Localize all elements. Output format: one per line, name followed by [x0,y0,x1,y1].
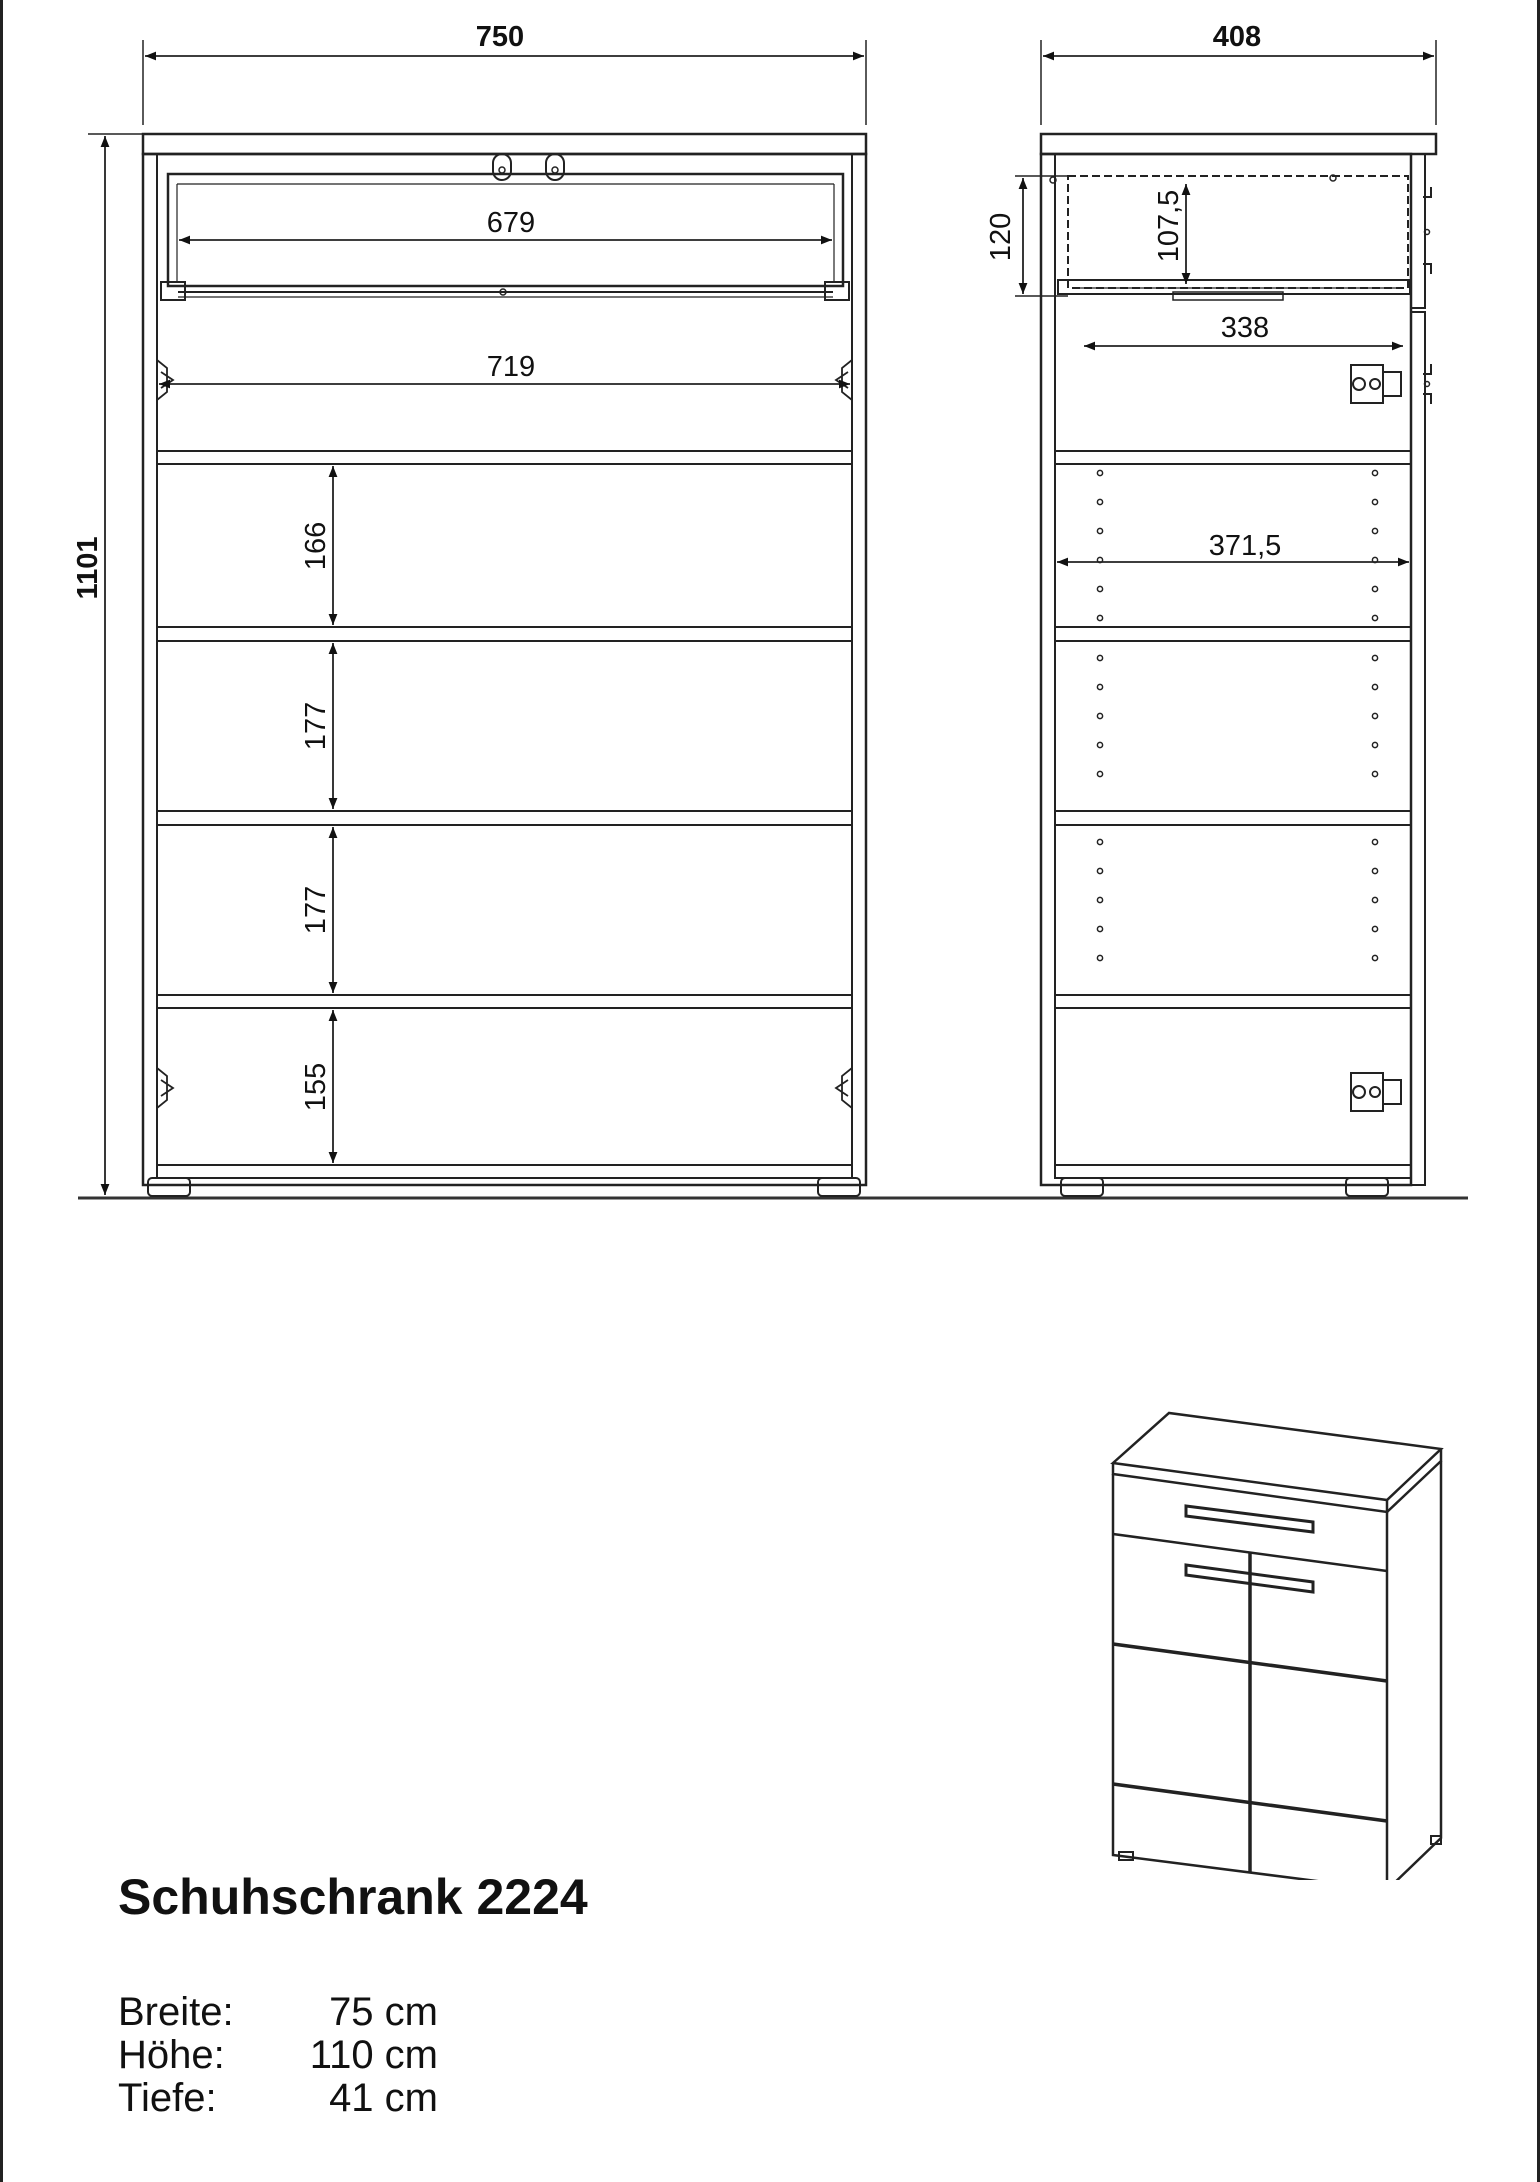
shelf-pin-hole [1097,897,1102,902]
perspective-sketch [1113,1413,1441,1880]
shelf-pin-hole [1097,771,1102,776]
shelf-pin-hole [1372,839,1377,844]
drawer-front-height-label: 120 [985,212,1017,262]
product-title: Schuhschrank 2224 [118,1869,588,1925]
shelf-pin-hole [1097,713,1102,718]
inner-width-label: 719 [486,351,536,383]
shelf-pin-hole [1372,470,1377,475]
shelf-pin-hole [1372,499,1377,504]
shelf-pin-hole [1372,615,1377,620]
spec-value: 75 cm [329,1990,438,2034]
spec-label: Höhe: [118,2033,225,2077]
spec-label: Tiefe: [118,2076,217,2120]
shelf-pin-hole [1097,615,1102,620]
shelf-pin-hole [1097,586,1102,591]
depth-label: 408 [1212,21,1262,53]
shelf-pin-hole [1097,839,1102,844]
shelf-pin-hole [1372,926,1377,931]
spec-row-depth [118,2076,438,2120]
drawer-depth-label: 338 [1220,312,1270,344]
front-view [88,40,866,1196]
shelf-pin-hole [1372,868,1377,873]
shelf-pin-hole [1372,528,1377,533]
compartment-label-4: 155 [300,1062,332,1112]
shelf-pin-hole [1097,684,1102,689]
shelf-pin-hole [1097,528,1102,533]
height-label: 1101 [72,536,104,600]
shelf-pin-hole [1372,955,1377,960]
sketch-drawer-handle [1186,1506,1313,1532]
spec-row-width [118,1990,438,2034]
technical-drawing [3,0,1540,1880]
shelf-pin-hole [1372,713,1377,718]
side-carcass [1041,154,1411,1185]
shelf-pin-hole [1097,655,1102,660]
shelf-pin-hole [1372,771,1377,776]
width-label: 750 [475,21,525,53]
shelf-pin-hole [1097,926,1102,931]
shelf-pin-hole [1372,684,1377,689]
shelf-pin-hole [1372,742,1377,747]
drawer-inner-width-label: 679 [486,207,536,239]
compartment-label-1: 166 [300,521,332,571]
shelf-pin-hole [1097,955,1102,960]
shelf-pin-hole [1372,897,1377,902]
side-drawer-box [1068,176,1408,288]
spec-row-height [118,2033,438,2077]
drawer-inner-height-label: 107,5 [1153,189,1185,263]
side-door-front [1411,312,1425,1185]
shelf-pin-hole [1097,742,1102,747]
shelf-depth-label: 371,5 [1208,530,1282,562]
spec-label: Breite: [118,1990,234,2034]
spec-value: 110 cm [309,2033,438,2077]
shelf-pin-hole [1097,499,1102,504]
front-top-slab [143,134,866,154]
side-top-slab [1041,134,1436,154]
shelf-pin-hole [1097,470,1102,475]
side-drawer-front [1411,154,1425,308]
sketch-top [1113,1413,1441,1500]
shelf-pin-hole [1372,586,1377,591]
shelf-pin-hole [1372,655,1377,660]
compartment-label-3: 177 [300,885,332,935]
shelf-pin-hole [1097,868,1102,873]
sketch-side [1387,1461,1441,1880]
spec-value: 41 cm [329,2076,438,2120]
front-carcass [143,154,866,1185]
compartment-label-2: 177 [300,701,332,751]
